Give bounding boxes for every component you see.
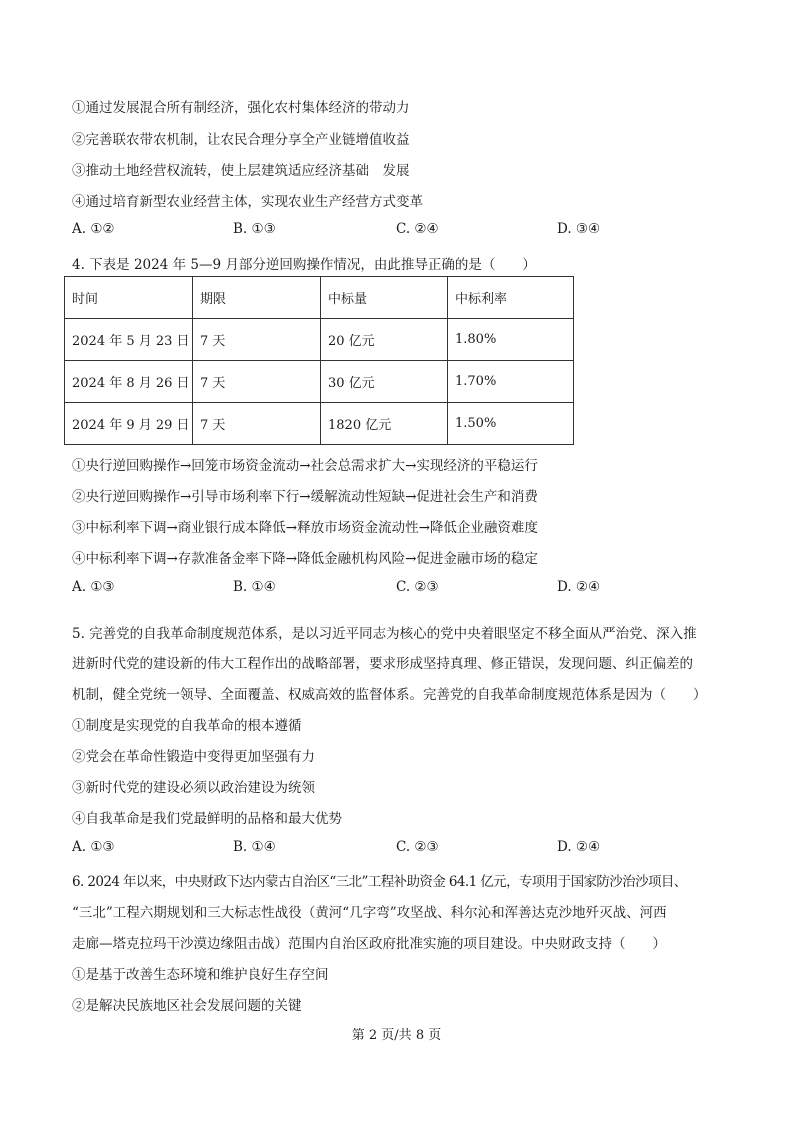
- table-header: 中标量: [321, 277, 448, 319]
- table-cell: 1820 亿元: [321, 403, 448, 445]
- table-header: 中标利率: [448, 277, 574, 319]
- q4-option-2: ②央行逆回购操作→引导市场利率下行→缓解流动性短缺→促进社会生产和消费: [72, 489, 538, 505]
- q4-choice-c: C. ②③: [396, 579, 439, 595]
- table-row: [65, 361, 574, 403]
- table-cell: 2024 年 9 月 29 日: [65, 403, 193, 445]
- q3-option-3: ③推动土地经营权流转，使上层建筑适应经济基础 发展: [72, 163, 410, 179]
- table-cell: 7 天: [193, 361, 321, 403]
- q3-choice-d: D. ③④: [557, 221, 601, 237]
- table-cell: 1.70%: [448, 361, 574, 403]
- q5-stem-line-1: 5. 完善党的自我革命制度规范体系，是以习近平同志为核心的党中央着眼坚定不移全面从严治党、深入推: [72, 626, 697, 642]
- table-header: 时间: [65, 277, 193, 319]
- q3-choice-b: B. ①③: [233, 221, 276, 237]
- q5-option-1: ①制度是实现党的自我革命的根本遵循: [72, 718, 302, 734]
- table-row: [65, 403, 574, 445]
- table-cell: 30 亿元: [321, 361, 448, 403]
- q5-option-4: ④自我革命是我们党最鲜明的品格和最大优势: [72, 811, 342, 827]
- table-cell: 2024 年 8 月 26 日: [65, 361, 193, 403]
- table-cell: 7 天: [193, 403, 321, 445]
- q3-choice-c: C. ②④: [396, 221, 439, 237]
- q5-stem-line-3: 机制，健全党统一领导、全面覆盖、权威高效的监督体系。完善党的自我革命制度规范体系是因为（ ）: [72, 687, 707, 703]
- q4-stem: 4. 下表是 2024 年 5—9 月部分逆回购操作情况，由此推导正确的是（ ）: [72, 257, 536, 273]
- table-cell: 7 天: [193, 319, 321, 361]
- q5-choice-d: D. ②④: [557, 839, 601, 855]
- q4-option-4: ④中标利率下调→存款准备金率下降→降低金融机构风险→促进金融市场的稳定: [72, 551, 538, 567]
- q6-stem-line-3: 走廊—塔克拉玛干沙漠边缘阻击战）范围内自治区政府批准实施的项目建设。中央财政支持（ ）: [72, 936, 666, 952]
- q3-option-1: ①通过发展混合所有制经济，强化农村集体经济的带动力: [72, 100, 410, 116]
- table-header: 期限: [193, 277, 321, 319]
- q4-option-1: ①央行逆回购操作→回笼市场资金流动→社会总需求扩大→实现经济的平稳运行: [72, 458, 538, 474]
- q6-option-2: ②是解决民族地区社会发展问题的关键: [72, 998, 302, 1014]
- q4-choice-d: D. ②④: [557, 579, 601, 595]
- page-number-footer: 第 2 页/共 8 页: [351, 1028, 442, 1043]
- q5-choice-b: B. ①④: [233, 839, 276, 855]
- q4-option-3: ③中标利率下调→商业银行成本降低→释放市场资金流动性→降低企业融资难度: [72, 520, 538, 536]
- q6-option-1: ①是基于改善生态环境和维护良好生存空间: [72, 967, 329, 983]
- table-cell: 1.80%: [448, 319, 574, 361]
- q6-stem-line-1: 6. 2024 年以来，中央财政下达内蒙古自治区“三北”工程补助资金 64.1 亿元，专项用于国家防沙治沙项目、: [72, 874, 687, 890]
- q4-choice-b: B. ①④: [233, 579, 276, 595]
- q5-option-2: ②党会在革命性锻造中变得更加坚强有力: [72, 749, 315, 765]
- q5-choice-a: A. ①③: [72, 839, 115, 855]
- q3-option-4: ④通过培育新型农业经营主体，实现农业生产经营方式变革: [72, 194, 423, 210]
- q4-choice-a: A. ①③: [72, 579, 115, 595]
- table-cell: 20 亿元: [321, 319, 448, 361]
- q5-stem-line-2: 进新时代党的建设新的伟大工程作出的战略部署，要求形成坚持真理、修正错误，发现问题、纠正偏差的: [72, 656, 693, 672]
- q6-stem-line-2: “三北”工程六期规划和三大标志性战役（黄河“几字弯”攻坚战、科尔沁和浑善达克沙地歼灭战、河西: [72, 905, 667, 921]
- table-cell: 2024 年 5 月 23 日: [65, 319, 193, 361]
- q5-choice-c: C. ②③: [396, 839, 439, 855]
- reverse-repo-table: [64, 276, 574, 445]
- q3-choice-a: A. ①②: [72, 221, 115, 237]
- table-row: [65, 319, 574, 361]
- q5-option-3: ③新时代党的建设必须以政治建设为统领: [72, 780, 315, 796]
- table-cell: 1.50%: [448, 403, 574, 445]
- q3-option-2: ②完善联农带农机制，让农民合理分享全产业链增值收益: [72, 132, 410, 148]
- table-header-row: [65, 277, 574, 319]
